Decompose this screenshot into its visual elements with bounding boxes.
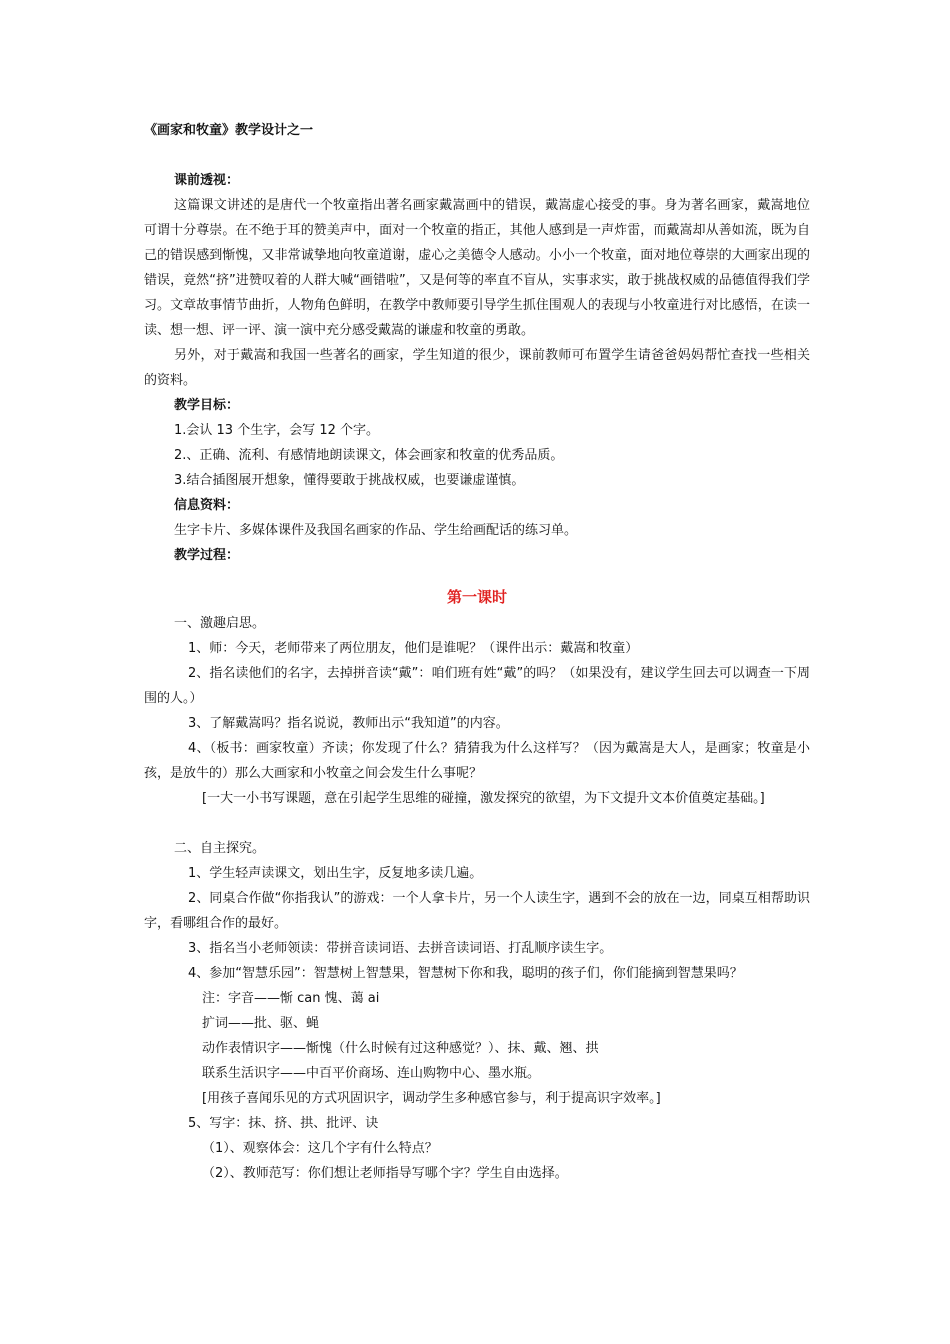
section-2-item: 2、同桌合作做“你指我认”的游戏：一个人拿卡片，另一个人读生字，遇到不会的放在一边，同桌互相帮助识字，看哪组合作的最好。 <box>144 891 810 931</box>
section-1-item: 1、师：今天，老师带来了两位朋友，他们是谁呢？（课件出示：戴嵩和牧童） <box>188 641 639 656</box>
section-2-item-5: 5、写字：抹、挤、拱、批评、诀 <box>188 1116 379 1131</box>
section-2-title: 二、自主探究。 <box>174 841 266 856</box>
section-2-item: 1、学生轻声读课文，划出生字，反复地多读几遍。 <box>188 866 483 881</box>
section-2-sub: 扩词——批、驱、蝇 <box>202 1016 320 1031</box>
goal-item: 3.结合插图展开想象，懂得要敢于挑战权威，也要谦虚谨慎。 <box>174 473 525 488</box>
section-1-item: 2、指名读他们的名字，去掉拼音读“戴”：咱们班有姓“戴”的吗？（如果没有，建议学生回去可以调查一下周围的人。） <box>144 666 810 706</box>
document-body <box>144 118 810 1186</box>
goal-heading: 教学目标： <box>174 398 240 413</box>
section-2-sub: 动作表情识字——惭愧（什么时候有过这种感觉？）、抹、戴、翘、拱 <box>202 1041 599 1056</box>
section-2-item-5-sub: （1）、观察体会：这几个字有什么特点？ <box>202 1141 438 1156</box>
document-title: 《画家和牧童》教学设计之一 <box>144 123 314 138</box>
section-2-item: 4、参加“智慧乐园”：智慧树上智慧果，智慧树下你和我，聪明的孩子们，你们能摘到智慧果吗？ <box>188 966 743 981</box>
section-1-title: 一、激趣启思。 <box>174 616 266 631</box>
section-1-item: 4、（板书：画家牧童）齐读；你发现了什么？猜猜我为什么这样写？（因为戴嵩是大人，是画家；牧童是小孩，是放牛的）那么大画家和小牧童之间会发生什么事呢？ <box>144 741 810 781</box>
spacer <box>144 811 810 836</box>
section-1-note: [一大一小书写课题，意在引起学生思维的碰撞，激发探究的欲望，为下文提升文本价值奠定基础。] <box>202 791 765 806</box>
pre-paragraph-2: 另外，对于戴嵩和我国一些著名的画家，学生知道的很少，课前教师可布置学生请爸爸妈妈帮忙查找一些相关的资料。 <box>144 348 810 388</box>
lesson-title: 第一课时 <box>446 588 507 606</box>
info-text: 生字卡片、多媒体课件及我国名画家的作品、学生给画配话的练习单。 <box>174 523 578 538</box>
process-heading: 教学过程： <box>174 548 240 563</box>
section-2-note: [用孩子喜闻乐见的方式巩固识字，调动学生多种感官参与，利于提高识字效率。] <box>202 1091 661 1106</box>
goal-item: 2.、正确、流利、有感情地朗读课文，体会画家和牧童的优秀品质。 <box>174 448 564 463</box>
goal-item: 1.会认 13 个生字，会写 12 个字。 <box>174 423 380 438</box>
section-2-sub: 注：字音——惭 can 愧、蔼 ai <box>202 991 380 1006</box>
info-heading: 信息资料： <box>174 498 240 513</box>
section-2-item-5-sub: （2）、教师范写：你们想让老师指导写哪个字？学生自由选择。 <box>202 1166 568 1181</box>
pre-paragraph-1: 这篇课文讲述的是唐代一个牧童指出著名画家戴嵩画中的错误，戴嵩虚心接受的事。身为著名画家，戴嵩地位可谓十分尊崇。在不绝于耳的赞美声中，面对一个牧童的指正，其他人感到是一声炸雷，而戴嵩却从善如流，既为自己的错误感到惭愧，又非常诚挚地向牧童道谢，虚心之美德令人感动。小小一个牧童，面对地位尊崇的大画家出现的错误，竟然“挤”进赞叹着的人群大喊“画错啦”，又是何等的率直不盲从，实事求实，敢于挑战权威的品德值得我们学习。文章故事情节曲折，人物角色鲜明，在教学中教师要引导学生抓住围观人的表现与小牧童进行对比感悟，在读一读、想一想、评一评、演一演中充分感受戴嵩的谦虚和牧童的勇敢。 <box>144 198 810 338</box>
section-2-sub: 联系生活识字——中百平价商场、连山购物中心、墨水瓶。 <box>202 1066 541 1081</box>
pre-heading: 课前透视： <box>174 173 240 188</box>
section-1-item: 3、了解戴嵩吗？指名说说，教师出示“我知道”的内容。 <box>188 716 509 731</box>
section-2-item: 3、指名当小老师领读：带拼音读词语、去拼音读词语、打乱顺序读生字。 <box>188 941 613 956</box>
